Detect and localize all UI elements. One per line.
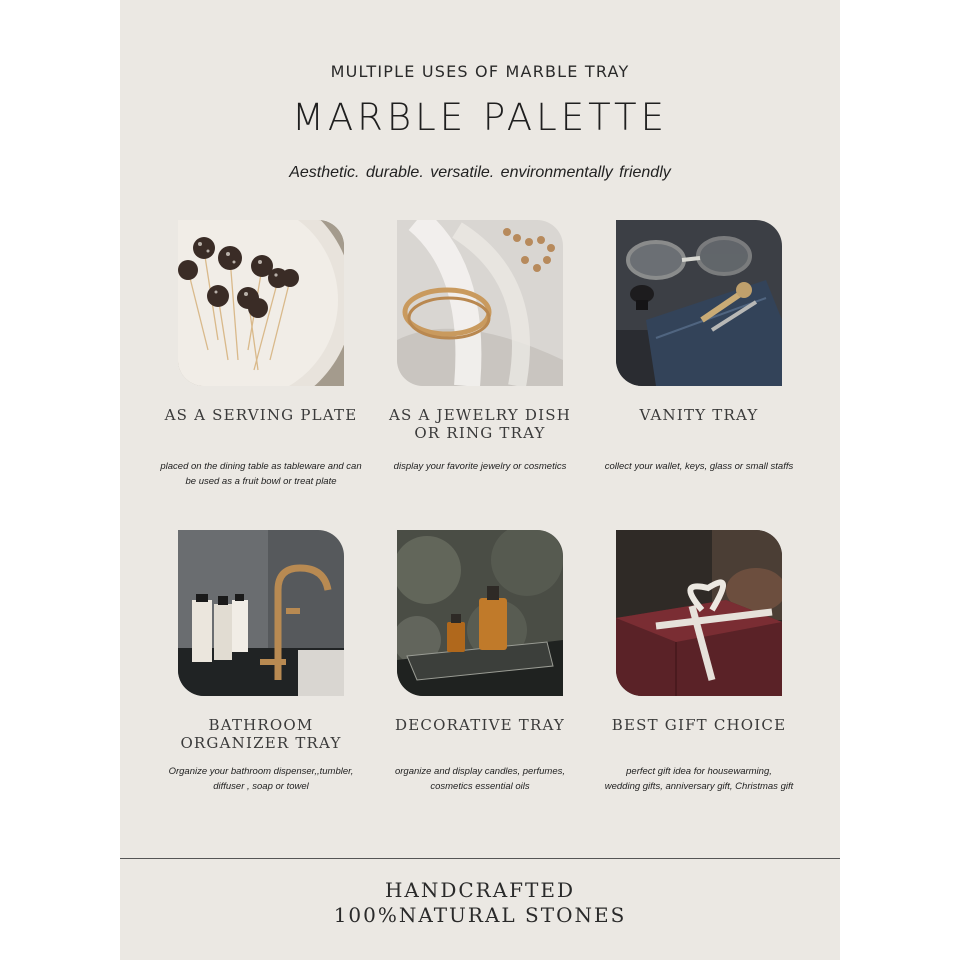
tile-desc-serving-plate <box>151 459 371 489</box>
tile-desc-line: wedding gifts, anniversary gift, Christmas gift <box>604 781 794 792</box>
serving-plate-image <box>178 220 344 386</box>
tile-title-line: ORGANIZER TRAY <box>180 734 342 752</box>
tile-title-decorative-tray <box>380 716 580 734</box>
gift-choice-image <box>616 530 782 696</box>
tile-desc-bathroom-organizer <box>151 764 371 794</box>
perfume-tray-photo <box>397 530 563 696</box>
tile-title-gift-choice <box>599 716 799 734</box>
tile-desc-line: be used as a fruit bowl or treat plate <box>185 476 337 487</box>
tile-desc-line: display your favorite jewelry or cosmetics <box>393 461 567 472</box>
bathroom-faucet-photo <box>178 530 344 696</box>
footer-line-natural-stones: 100%NATURAL STONES <box>333 903 627 927</box>
tile-title-serving-plate <box>161 406 361 424</box>
tile-desc-gift-choice <box>589 764 809 794</box>
tagline: Aesthetic. durable. versatile. environmentally friendly <box>289 164 671 181</box>
tile-title-jewelry-dish <box>380 406 580 442</box>
glasses-keys-wallet-photo <box>616 220 782 386</box>
tile-title-bathroom-organizer <box>161 716 361 752</box>
tile-title-line: AS A JEWELRY DISH <box>389 406 571 424</box>
footer-line-handcrafted: HANDCRAFTED <box>384 878 576 902</box>
tile-title-line: DECORATIVE TRAY <box>395 716 565 734</box>
tile-desc-line: organize and display candles, perfumes, <box>394 766 566 777</box>
tile-desc-line: cosmetics essential oils <box>430 781 530 792</box>
tile-title-vanity-tray <box>599 406 799 424</box>
tile-title-line: BEST GIFT CHOICE <box>611 716 787 734</box>
footer-divider <box>120 858 840 859</box>
tile-desc-line: Organize your bathroom dispenser,,tumbler, <box>168 766 354 777</box>
jewelry-dish-image <box>397 220 563 386</box>
tile-desc-line: collect your wallet, keys, glass or small staffs <box>604 461 794 472</box>
footer-text <box>120 878 840 928</box>
tile-desc-jewelry-dish <box>370 459 590 474</box>
tile-desc-vanity-tray <box>589 459 809 474</box>
product-info-panel <box>120 0 840 960</box>
tile-desc-decorative-tray <box>370 764 590 794</box>
tile-desc-line: diffuser , soap or towel <box>213 781 309 792</box>
tile-title-line: VANITY TRAY <box>639 406 759 424</box>
vanity-tray-image <box>616 220 782 386</box>
cake-pops-photo <box>178 220 344 386</box>
jewelry-photo <box>397 220 563 386</box>
gift-box-photo <box>616 530 782 696</box>
page-subtitle: MULTIPLE USES OF MARBLE TRAY <box>330 62 630 81</box>
bathroom-organizer-image <box>178 530 344 696</box>
page-title: MARBLE PALETTE <box>291 96 669 139</box>
decorative-tray-image <box>397 530 563 696</box>
tile-title-line: OR RING TRAY <box>414 424 546 442</box>
tile-desc-line: perfect gift idea for housewarming, <box>626 766 772 777</box>
tile-desc-line: placed on the dining table as tableware and can <box>160 461 362 472</box>
tile-title-line: AS A SERVING PLATE <box>164 406 358 424</box>
tile-title-line: BATHROOM <box>208 716 314 734</box>
